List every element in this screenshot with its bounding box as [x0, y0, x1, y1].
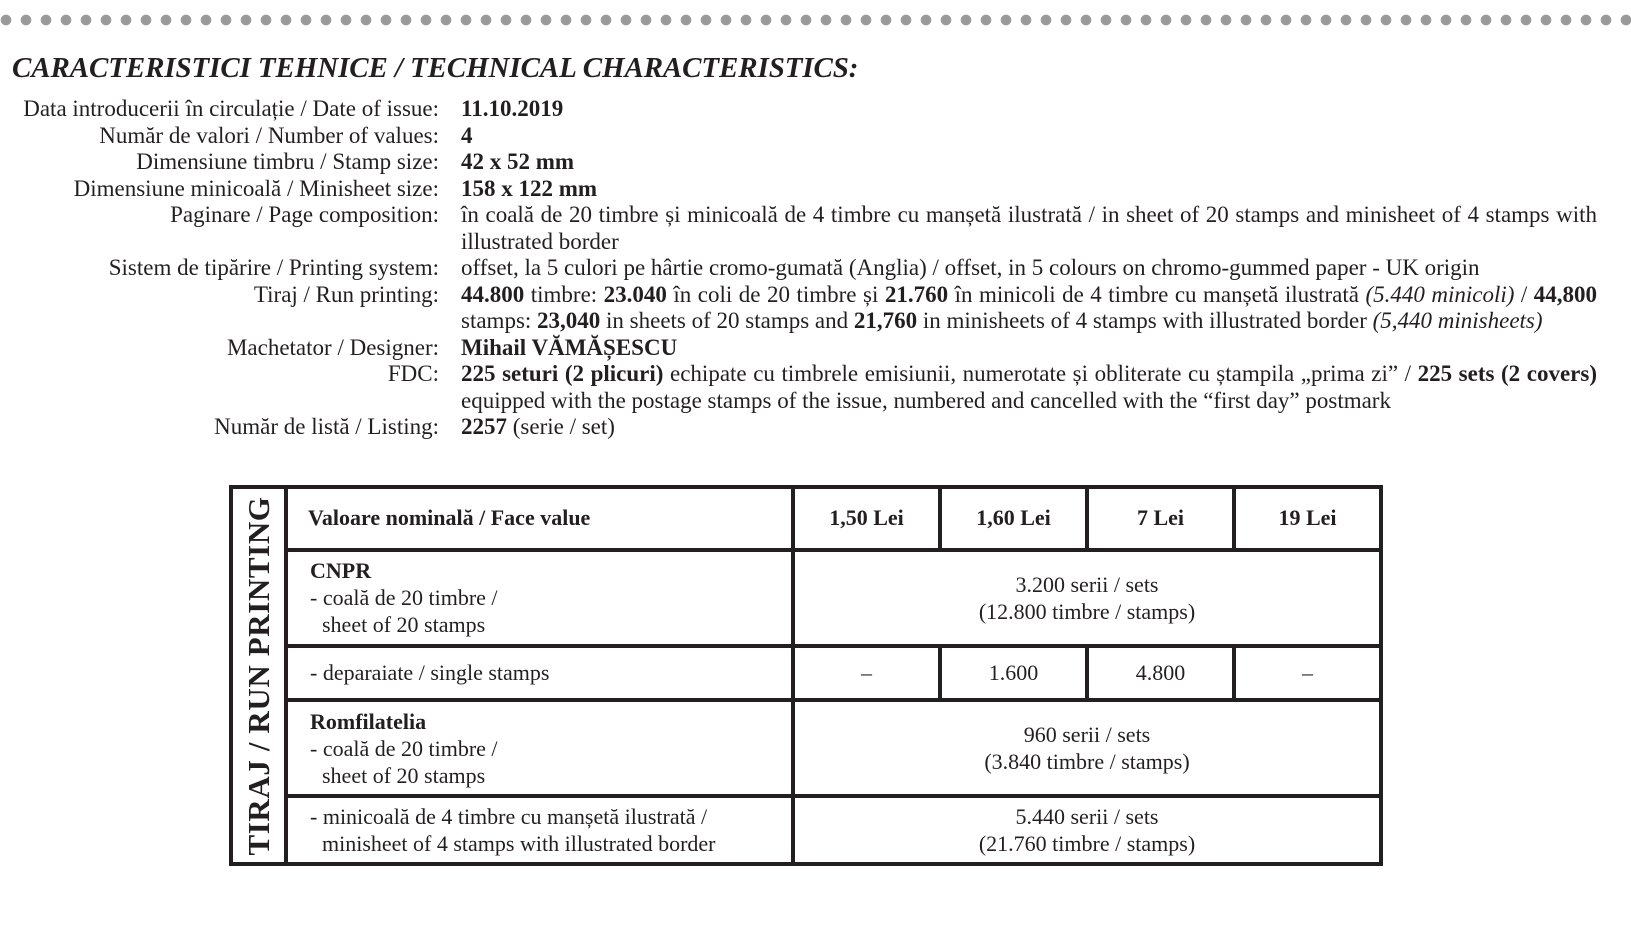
- row-line: sheet of 20 stamps: [322, 762, 486, 788]
- spec-label: Paginare / Page composition:: [170, 202, 439, 227]
- spec-row-run-printing: [0, 282, 1600, 335]
- side-label: TIRAJ / RUN PRINTING: [240, 495, 276, 856]
- spec-label: Data introducerii în circulație / Date of issue:: [23, 96, 439, 121]
- spec-value: 42 x 52 mm: [461, 149, 575, 174]
- row-line: - minicoală de 4 timbre cu manșetă ilustrată /: [310, 804, 708, 830]
- spec-row-page-composition: [0, 202, 1600, 255]
- spec-label: Număr de listă / Listing:: [214, 414, 439, 439]
- spec-row-minisheet-size: [0, 176, 1600, 203]
- spec-value: 4: [461, 122, 473, 148]
- header-value: 19 Lei: [1234, 487, 1381, 550]
- spec-value: 225 seturi (2 plicuri) echipate cu timbrele emisiunii, numerotate și obliterate cu ștampila „prima zi” / 225 sets (2 covers) equipped with the postage stamps of the issue, numbered and cancelled with the “first day” postmark: [461, 361, 1597, 413]
- section-title: CARACTERISTICI TEHNICE / TECHNICAL CHARACTERISTICS:: [12, 52, 859, 84]
- merged-value-cell: 3.200 serii / sets (12.800 timbre / stamps): [793, 550, 1381, 646]
- row-name-cell: [286, 700, 793, 796]
- row-name-cell: [286, 796, 793, 864]
- row-line: - coală de 20 timbre /: [310, 585, 498, 611]
- header-value: 1,60 Lei: [940, 487, 1087, 550]
- spec-label: Număr de valori / Number of values:: [99, 122, 439, 148]
- row-line: sheet of 20 stamps: [322, 612, 486, 638]
- spec-label: Dimensiune timbru / Stamp size:: [136, 149, 439, 174]
- spec-row-date: [0, 96, 1600, 123]
- table-row: [231, 700, 1381, 796]
- specs-list: [0, 96, 1600, 441]
- table-header-row: [231, 487, 1381, 550]
- spec-row-listing: [0, 414, 1600, 441]
- row-title: CNPR: [310, 558, 372, 584]
- run-printing-table: [229, 485, 1383, 866]
- value-cell: 4.800: [1087, 646, 1234, 700]
- merged-value-cell: 960 serii / sets (3.840 timbre / stamps): [793, 700, 1381, 796]
- spec-value: offset, la 5 culori pe hârtie cromo-gumată (Anglia) / offset, in 5 colours on chromo-gummed paper - UK origin: [461, 255, 1480, 280]
- spec-value: 11.10.2019: [461, 96, 564, 121]
- header-face-value: Valoare nominală / Face value: [286, 487, 793, 550]
- value-cell: –: [793, 646, 940, 700]
- spec-row-stamp-size: [0, 149, 1600, 176]
- spec-label: Tiraj / Run printing:: [253, 281, 439, 307]
- row-title: Romfilatelia: [310, 708, 427, 734]
- spec-value: 44.800 timbre: 23.040 în coli de 20 timbre și 21.760 în minicoli de 4 timbre cu manșetă ilustrată (5.440 minicoli) / 44,800 stamps: 23,040 in sheets of 20 stamps and 21,760 in minisheets of 4 stamps with illustrated border (5,440 minisheets): [461, 281, 1598, 333]
- spec-value: Mihail VĂMĂȘESCU: [461, 334, 678, 360]
- spec-label: Dimensiune minicoală / Minisheet size:: [73, 175, 439, 201]
- merged-value-cell: 5.440 serii / sets (21.760 timbre / stamps): [793, 796, 1381, 864]
- spec-row-values: [0, 123, 1600, 150]
- perforation-border: [0, 14, 1631, 26]
- table-row: [231, 646, 1381, 700]
- spec-row-designer: [0, 335, 1600, 362]
- side-label-cell: [231, 487, 286, 864]
- header-value: 7 Lei: [1087, 487, 1234, 550]
- spec-value: 158 x 122 mm: [461, 175, 598, 201]
- spec-row-printing-system: [0, 255, 1600, 282]
- row-line: - coală de 20 timbre /: [310, 735, 498, 761]
- value-cell: –: [1234, 646, 1381, 700]
- row-name-cell: [286, 550, 793, 646]
- spec-label: Sistem de tipărire / Printing system:: [108, 255, 439, 280]
- spec-label: Machetator / Designer:: [226, 334, 439, 360]
- table-row: [231, 550, 1381, 646]
- value-cell: 1.600: [940, 646, 1087, 700]
- row-name-cell: - deparaiate / single stamps: [286, 646, 793, 700]
- row-line: minisheet of 4 stamps with illustrated border: [322, 831, 716, 857]
- spec-row-fdc: [0, 361, 1600, 414]
- table-row: [231, 796, 1381, 864]
- header-value: 1,50 Lei: [793, 487, 940, 550]
- spec-value: în coală de 20 timbre și minicoală de 4 timbre cu manșetă ilustrată / in sheet of 20 stamps and minisheet of 4 stamps with illustrated border: [461, 202, 1597, 254]
- spec-value: 2257 (serie / set): [461, 414, 615, 439]
- spec-label: FDC:: [387, 361, 439, 386]
